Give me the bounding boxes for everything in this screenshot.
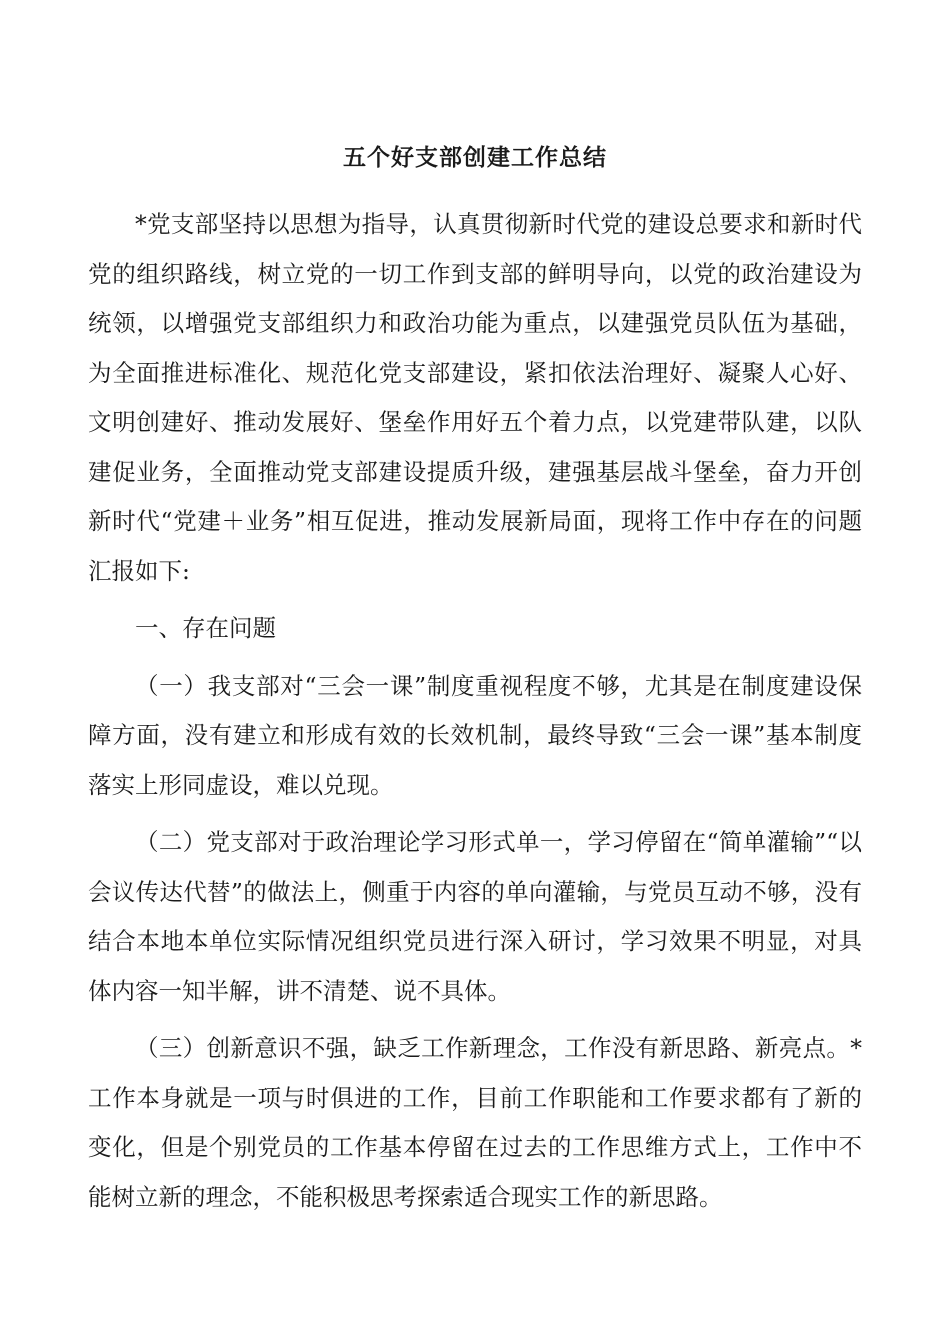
issue-paragraph-1: （一）我支部对“三会一课”制度重视程度不够，尤其是在制度建设保障方面，没有建立和形成有效的长效机制，最终导致“三会一课”基本制度落实上形同虚设，难以兑现。 [88,671,862,799]
document-page [88,138,862,1222]
issue-paragraph-3: （三）创新意识不强，缺乏工作新理念，工作没有新思路、新亮点。*工作本身就是一项与时俱进的工作，目前工作职能和工作要求都有了新的变化，但是个别党员的工作基本停留在过去的工作思维方式上，工作中不能树立新的理念，不能积极思考探索适合现实工作的新思路。 [88,1034,862,1211]
document-title: 五个好支部创建工作总结 [343,144,607,171]
section-heading: 一、存在问题 [135,614,276,642]
intro-paragraph: *党支部坚持以思想为指导，认真贯彻新时代党的建设总要求和新时代党的组织路线，树立党的一切工作到支部的鲜明导向，以党的政治建设为统领，以增强党支部组织力和政治功能为重点，以建强党员队伍为基础，为全面推进标准化、规范化党支部建设，紧扣依法治理好、凝聚人心好、文明创建好、推动发展好、堡垒作用好五个着力点，以党建带队建，以队建促业务，全面推动党支部建设提质升级，建强基层战斗堡垒，奋力开创新时代“党建＋业务”相互促进，推动发展新局面，现将工作中存在的问题汇报如下: [88,210,862,585]
issue-paragraph-2: （二）党支部对于政治理论学习形式单一，学习停留在“简单灌输”“以会议传达代替”的做法上，侧重于内容的单向灌输，与党员互动不够，没有结合本地本单位实际情况组织党员进行深入研讨，学习效果不明显，对具体内容一知半解，讲不清楚、说不具体。 [88,828,862,1005]
